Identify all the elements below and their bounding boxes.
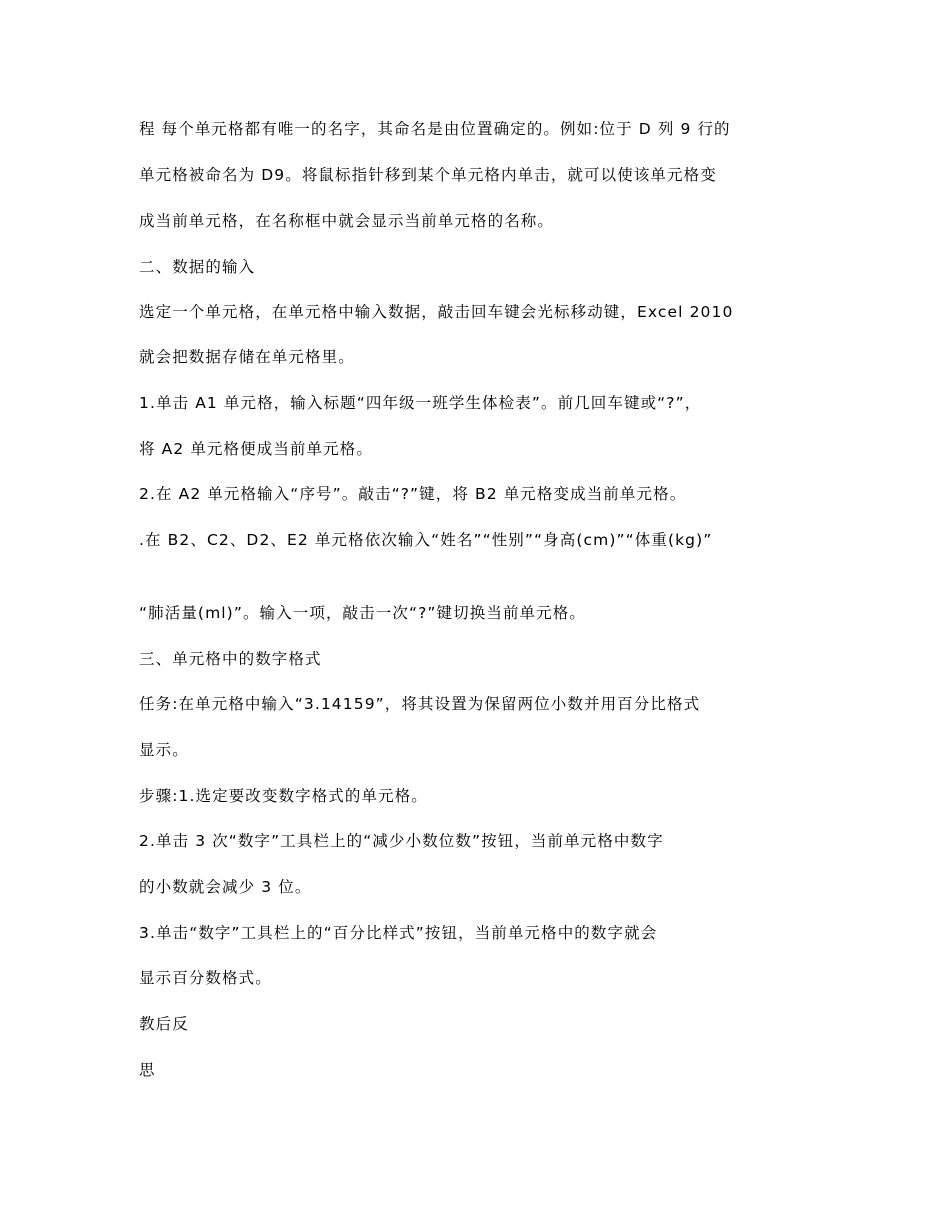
paragraph-line: 程 每个单元格都有唯一的名字，其命名是由位置确定的。例如:位于 D 列 9 行的 bbox=[139, 120, 731, 138]
step-line: 1.单击 A1 单元格，输入标题“四年级一班学生体检表”。前几回车键或“?”， bbox=[139, 394, 702, 412]
step-line: 步骤:1.选定要改变数字格式的单元格。 bbox=[139, 787, 428, 805]
paragraph-line: 选定一个单元格，在单元格中输入数据，敲击回车键会光标移动键，Excel 2010 bbox=[139, 303, 734, 321]
step-line: .在 B2、C2、D2、E2 单元格依次输入“姓名”“性别”“身高(cm)”“体重(kg)” bbox=[139, 531, 713, 549]
paragraph-line: 成当前单元格，在名称框中就会显示当前单元格的名称。 bbox=[139, 212, 555, 230]
step-line: “肺活量(ml)”。输入一项，敲击一次“?”键切换当前单元格。 bbox=[139, 604, 586, 622]
step-line: 3.单击“数字”工具栏上的“百分比样式”按钮，当前单元格中的数字就会 bbox=[139, 924, 658, 942]
step-line: 的小数就会减少 3 位。 bbox=[139, 878, 312, 896]
section-heading: 三、单元格中的数字格式 bbox=[139, 650, 322, 668]
paragraph-line: 单元格被命名为 D9。将鼠标指针移到某个单元格内单击，就可以使该单元格变 bbox=[139, 166, 717, 184]
paragraph-line: 任务:在单元格中输入“3.14159”，将其设置为保留两位小数并用百分比格式 bbox=[139, 695, 701, 713]
reflection-label: 思 bbox=[139, 1061, 156, 1079]
paragraph-line: 显示。 bbox=[139, 741, 189, 759]
step-line: 2.在 A2 单元格输入“序号”。敲击“?”键，将 B2 单元格变成当前单元格。 bbox=[139, 485, 687, 503]
reflection-label: 教后反 bbox=[139, 1015, 189, 1033]
paragraph-line: 就会把数据存储在单元格里。 bbox=[139, 348, 355, 366]
step-line: 2.单击 3 次“数字”工具栏上的“减少小数位数”按钮，当前单元格中数字 bbox=[139, 832, 664, 850]
step-line: 将 A2 单元格便成当前单元格。 bbox=[139, 440, 373, 458]
section-heading: 二、数据的输入 bbox=[139, 258, 256, 276]
step-line: 显示百分数格式。 bbox=[139, 969, 272, 987]
